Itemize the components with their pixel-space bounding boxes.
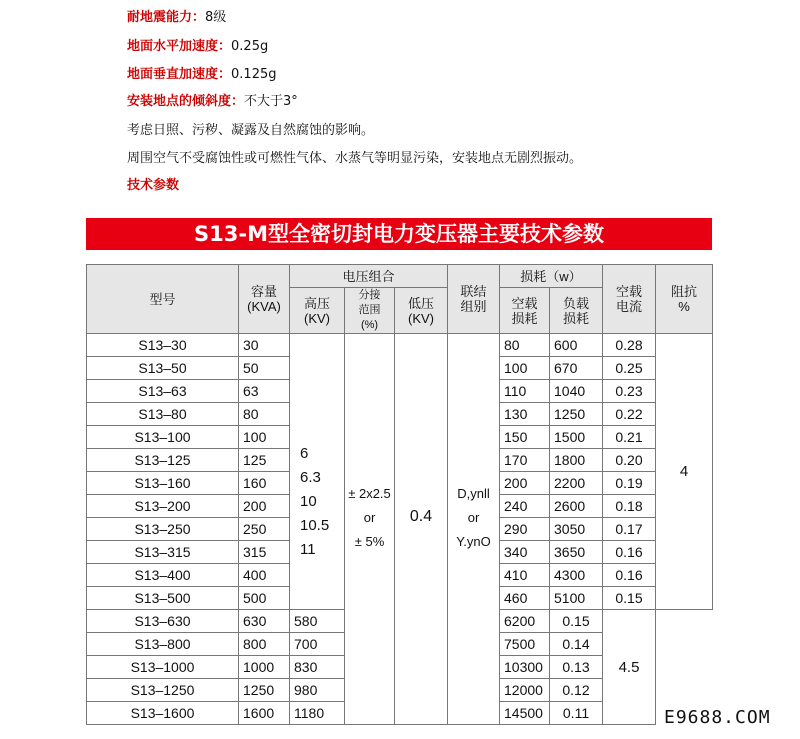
cell-noload-current: 0.28 xyxy=(603,334,656,357)
cell-noload-current: 0.12 xyxy=(550,679,603,702)
cell-noload-current: 0.15 xyxy=(550,610,603,633)
spec-horizontal-accel xyxy=(127,35,268,54)
spec-value: 8级 xyxy=(205,10,227,25)
cell-connection-values xyxy=(448,334,500,725)
header-lv-unit: (KV) xyxy=(408,310,434,326)
hv-value: 6.3 xyxy=(300,468,321,486)
cell-capacity: 80 xyxy=(239,403,290,426)
cell-model: S13–630 xyxy=(87,610,239,633)
header-voltage-group: 电压组合 xyxy=(290,265,448,288)
cell-capacity: 1250 xyxy=(239,679,290,702)
cell-capacity: 100 xyxy=(239,426,290,449)
tap-value: ± 2x2.5 xyxy=(348,486,391,501)
cell-load-loss: 4300 xyxy=(550,564,603,587)
cell-model: S13–160 xyxy=(87,472,239,495)
cell-load-loss: 1800 xyxy=(550,449,603,472)
header-loss: 损耗（w） xyxy=(500,265,603,288)
cell-noload-loss: 80 xyxy=(500,334,550,357)
cell-load-loss: 1500 xyxy=(550,426,603,449)
hv-value: 10 xyxy=(300,492,317,510)
header-tap-label: 分接范围 xyxy=(358,289,381,316)
cell-noload-loss: 460 xyxy=(500,587,550,610)
header-capacity-label: 容量 xyxy=(250,284,277,299)
cell-noload-current: 0.15 xyxy=(603,587,656,610)
cell-capacity: 30 xyxy=(239,334,290,357)
note-weather: 考虑日照、污秽、凝露及自然腐蚀的影响。 xyxy=(127,123,375,138)
cell-load-loss: 3050 xyxy=(550,518,603,541)
cell-capacity: 125 xyxy=(239,449,290,472)
spec-label: 耐地震能力： xyxy=(127,10,206,25)
cell-capacity: 1000 xyxy=(239,656,290,679)
tap-value: ± 5% xyxy=(354,534,385,549)
header-lv-label: 低压 xyxy=(407,295,434,311)
cell-model: S13–80 xyxy=(87,403,239,426)
cell-noload-loss: 580 xyxy=(290,610,345,633)
cell-load-loss: 5100 xyxy=(550,587,603,610)
cell-impedance: 4.5 xyxy=(603,610,656,725)
cell-model: S13–315 xyxy=(87,541,239,564)
header-tap xyxy=(345,288,395,334)
cell-capacity: 630 xyxy=(239,610,290,633)
cell-capacity: 1600 xyxy=(239,702,290,725)
cell-load-loss: 2600 xyxy=(550,495,603,518)
header-noload-current-label: 空载电流 xyxy=(615,284,642,314)
header-lv xyxy=(395,288,448,334)
cell-capacity: 50 xyxy=(239,357,290,380)
spec-value: 0.25g xyxy=(231,39,269,54)
cell-load-loss: 2200 xyxy=(550,472,603,495)
cell-noload-loss: 410 xyxy=(500,564,550,587)
cell-model: S13–800 xyxy=(87,633,239,656)
header-load-loss xyxy=(550,288,603,334)
connection-value: or xyxy=(467,510,480,525)
cell-model: S13–125 xyxy=(87,449,239,472)
spec-vertical-accel xyxy=(127,63,276,82)
cell-noload-loss: 110 xyxy=(500,380,550,403)
cell-capacity: 200 xyxy=(239,495,290,518)
header-impedance-label: 阻抗 xyxy=(670,284,697,299)
cell-hv-values xyxy=(290,334,345,610)
header-noload-loss xyxy=(500,288,550,334)
header-load-loss-label: 负载损耗 xyxy=(562,295,589,326)
header-impedance-unit: % xyxy=(678,299,690,314)
cell-model: S13–50 xyxy=(87,357,239,380)
cell-capacity: 800 xyxy=(239,633,290,656)
connection-value: Y.ynO xyxy=(456,534,491,549)
cell-noload-current: 0.20 xyxy=(603,449,656,472)
cell-capacity: 63 xyxy=(239,380,290,403)
header-capacity xyxy=(239,265,290,334)
spec-value: 不大于3° xyxy=(244,94,298,109)
hv-value: 11 xyxy=(300,540,316,558)
cell-noload-loss: 170 xyxy=(500,449,550,472)
cell-noload-current: 0.18 xyxy=(603,495,656,518)
cell-noload-loss: 200 xyxy=(500,472,550,495)
cell-noload-current: 0.16 xyxy=(603,541,656,564)
cell-impedance: 4 xyxy=(656,334,713,610)
cell-load-loss: 600 xyxy=(550,334,603,357)
header-hv-label: 高压 xyxy=(303,295,330,311)
cell-model: S13–1250 xyxy=(87,679,239,702)
cell-model: S13–400 xyxy=(87,564,239,587)
hv-value: 6 xyxy=(300,444,309,462)
cell-noload-loss: 150 xyxy=(500,426,550,449)
cell-noload-loss: 700 xyxy=(290,633,345,656)
section-heading: 技术参数 xyxy=(127,178,180,193)
cell-lv-value: 0.4 xyxy=(395,334,448,725)
header-hv-unit: (KV) xyxy=(304,310,330,326)
cell-noload-current: 0.13 xyxy=(550,656,603,679)
cell-capacity: 250 xyxy=(239,518,290,541)
cell-noload-current: 0.14 xyxy=(550,633,603,656)
cell-noload-current: 0.21 xyxy=(603,426,656,449)
cell-noload-current: 0.23 xyxy=(603,380,656,403)
cell-noload-current: 0.22 xyxy=(603,403,656,426)
cell-capacity: 500 xyxy=(239,587,290,610)
header-connection-label: 联结组别 xyxy=(460,284,487,314)
cell-noload-loss: 100 xyxy=(500,357,550,380)
cell-noload-current: 0.11 xyxy=(550,702,603,725)
cell-noload-loss: 1180 xyxy=(290,702,345,725)
spec-seismic xyxy=(127,6,226,25)
cell-noload-loss: 290 xyxy=(500,518,550,541)
cell-model: S13–100 xyxy=(87,426,239,449)
cell-load-loss: 670 xyxy=(550,357,603,380)
spec-table xyxy=(86,264,713,725)
table-title: S13-M型全密切封电力变压器主要技术参数 xyxy=(86,218,712,250)
spec-value: 0.125g xyxy=(231,67,277,82)
cell-model: S13–200 xyxy=(87,495,239,518)
spec-label: 地面水平加速度： xyxy=(127,39,232,54)
cell-noload-current: 0.17 xyxy=(603,518,656,541)
connection-value: D,ynll xyxy=(457,486,490,501)
note-environment: 周围空气不受腐蚀性或可燃性气体、水蒸气等明显污染，安装地点无剧烈振动。 xyxy=(127,151,583,166)
header-connection xyxy=(448,265,500,334)
cell-load-loss: 3650 xyxy=(550,541,603,564)
cell-load-loss: 7500 xyxy=(500,633,550,656)
spec-label: 安装地点的倾斜度： xyxy=(127,94,245,109)
cell-load-loss: 1250 xyxy=(550,403,603,426)
cell-noload-current: 0.25 xyxy=(603,357,656,380)
table-row xyxy=(87,334,713,357)
cell-noload-loss: 340 xyxy=(500,541,550,564)
cell-tap-values xyxy=(345,334,395,725)
header-model: 型号 xyxy=(87,265,239,334)
tap-value: or xyxy=(363,510,376,525)
header-noload-loss-label: 空载损耗 xyxy=(511,295,538,326)
header-impedance xyxy=(656,265,713,334)
cell-capacity: 400 xyxy=(239,564,290,587)
cell-noload-loss: 830 xyxy=(290,656,345,679)
cell-capacity: 160 xyxy=(239,472,290,495)
header-noload-current xyxy=(603,265,656,334)
header-hv xyxy=(290,288,345,334)
cell-load-loss: 6200 xyxy=(500,610,550,633)
cell-noload-current: 0.19 xyxy=(603,472,656,495)
cell-model: S13–1600 xyxy=(87,702,239,725)
cell-load-loss: 10300 xyxy=(500,656,550,679)
header-capacity-unit: (KVA) xyxy=(247,299,281,314)
cell-noload-current: 0.16 xyxy=(603,564,656,587)
cell-model: S13–63 xyxy=(87,380,239,403)
cell-load-loss: 12000 xyxy=(500,679,550,702)
cell-load-loss: 14500 xyxy=(500,702,550,725)
spec-tilt xyxy=(127,90,298,109)
cell-noload-loss: 980 xyxy=(290,679,345,702)
cell-load-loss: 1040 xyxy=(550,380,603,403)
cell-model: S13–500 xyxy=(87,587,239,610)
header-tap-unit: (%) xyxy=(360,319,379,331)
cell-noload-loss: 130 xyxy=(500,403,550,426)
hv-value: 10.5 xyxy=(300,516,330,534)
cell-model: S13–30 xyxy=(87,334,239,357)
cell-capacity: 315 xyxy=(239,541,290,564)
watermark: E9688.COM xyxy=(664,707,771,728)
cell-model: S13–1000 xyxy=(87,656,239,679)
spec-label: 地面垂直加速度： xyxy=(127,67,232,82)
cell-noload-loss: 240 xyxy=(500,495,550,518)
cell-model: S13–250 xyxy=(87,518,239,541)
